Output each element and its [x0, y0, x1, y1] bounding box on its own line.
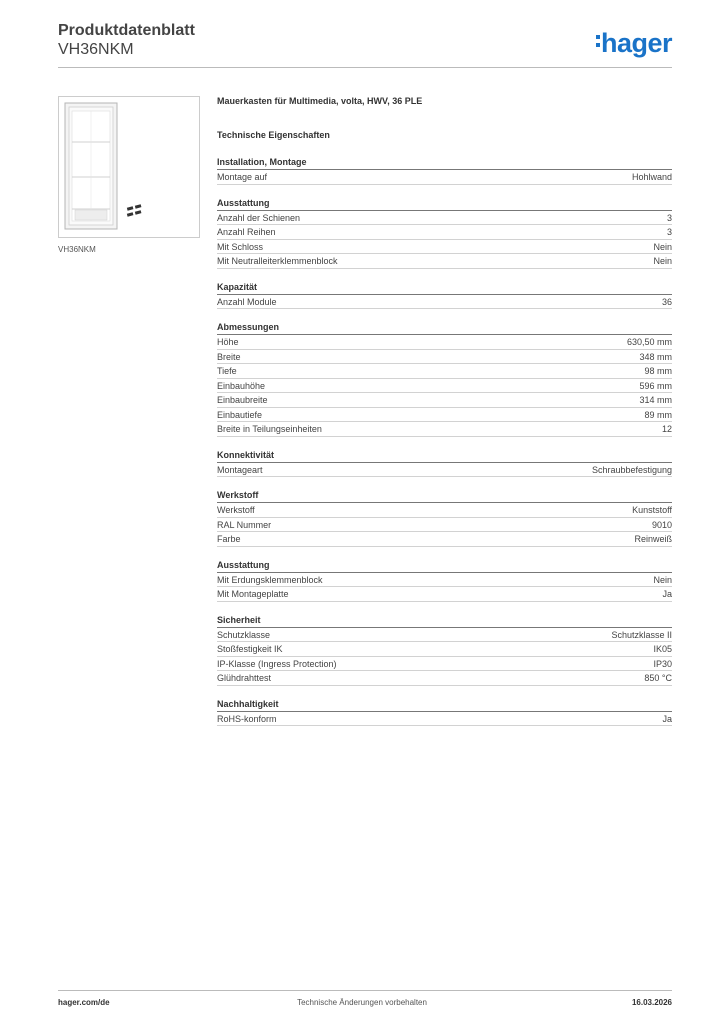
spec-label: Anzahl der Schienen — [217, 212, 301, 223]
product-image — [58, 96, 200, 238]
section-title: Ausstattung — [217, 559, 672, 573]
footer-disclaimer: Technische Änderungen vorbehalten — [297, 998, 427, 1007]
spec-value: Nein — [653, 574, 672, 585]
spec-section — [217, 698, 672, 727]
spec-row — [217, 573, 672, 588]
spec-value: 596 mm — [639, 380, 672, 391]
spec-row — [217, 628, 672, 643]
spec-label: Mit Erdungsklemmenblock — [217, 574, 323, 585]
spec-value: 36 — [661, 296, 672, 307]
spec-label: Anzahl Module — [217, 296, 277, 307]
spec-label: RoHS-konform — [217, 713, 277, 724]
spec-value: 98 mm — [644, 366, 672, 376]
spec-value: Nein — [653, 256, 672, 266]
spec-value: 12 — [661, 424, 672, 434]
spec-value: 3 — [666, 227, 672, 237]
footer-website: hager.com/de — [58, 998, 110, 1007]
spec-row — [217, 532, 672, 547]
spec-section — [217, 321, 672, 437]
spec-value: Reinweiß — [634, 534, 672, 544]
spec-value: 348 mm — [639, 351, 672, 362]
spec-section — [217, 449, 672, 478]
spec-row — [217, 335, 672, 350]
spec-row — [217, 350, 672, 365]
spec-label: Einbauhöhe — [217, 380, 266, 391]
product-description: Mauerkasten für Multimedia, volta, HWV, 36 PLE — [217, 96, 423, 106]
spec-sections — [217, 156, 672, 726]
spec-label: Montageart — [217, 464, 263, 475]
logo-dots-icon — [596, 35, 600, 51]
logo-text: hager — [600, 28, 672, 58]
spec-row — [217, 170, 672, 185]
spec-label: Breite — [217, 351, 241, 362]
spec-value: 630,50 mm — [626, 337, 672, 347]
section-title: Konnektivität — [217, 449, 672, 463]
spec-row — [217, 712, 672, 727]
spec-row — [217, 240, 672, 255]
section-title: Nachhaltigkeit — [217, 698, 672, 712]
footer-divider — [58, 990, 672, 991]
spec-label: Glühdrahttest — [217, 673, 272, 683]
spec-row — [217, 379, 672, 394]
spec-label: Mit Neutralleiterklemmenblock — [217, 256, 338, 266]
technical-properties-heading: Technische Eigenschaften — [217, 130, 330, 140]
spec-label: IP-Klasse (Ingress Protection) — [217, 658, 337, 669]
spec-row — [217, 671, 672, 686]
spec-label: Schutzklasse — [217, 629, 271, 640]
spec-label: Anzahl Reihen — [217, 227, 276, 237]
spec-row — [217, 503, 672, 518]
spec-row — [217, 408, 672, 423]
product-specifications — [217, 96, 672, 726]
product-code: VH36NKM — [58, 41, 134, 58]
spec-row — [217, 657, 672, 672]
spec-row — [217, 518, 672, 533]
spec-section — [217, 614, 672, 686]
hager-logo — [596, 28, 672, 59]
spec-label: Breite in Teilungseinheiten — [217, 424, 322, 434]
spec-value: Ja — [662, 713, 672, 724]
spec-section — [217, 156, 672, 185]
spec-row — [217, 642, 672, 657]
enclosure-illustration-icon — [59, 97, 199, 237]
spec-label: Einbaubreite — [217, 395, 268, 405]
spec-label: Mit Montageplatte — [217, 589, 289, 599]
section-title: Ausstattung — [217, 197, 672, 211]
spec-row — [217, 364, 672, 379]
section-title: Kapazität — [217, 281, 672, 295]
spec-value: Kunststoff — [632, 505, 672, 515]
spec-row — [217, 393, 672, 408]
spec-value: Nein — [653, 241, 672, 252]
spec-label: Werkstoff — [217, 505, 255, 515]
document-header — [58, 22, 195, 59]
spec-value: Ja — [662, 589, 672, 599]
spec-value: Schraubbefestigung — [591, 464, 672, 475]
spec-label: Höhe — [217, 337, 239, 347]
spec-label: Mit Schloss — [217, 241, 264, 252]
spec-value: Hohlwand — [631, 172, 672, 182]
spec-value: 850 °C — [644, 673, 672, 683]
spec-value: IK05 — [653, 644, 672, 654]
spec-section — [217, 559, 672, 602]
spec-row — [217, 587, 672, 602]
spec-value: 3 — [666, 212, 672, 223]
image-caption: VH36NKM — [58, 245, 96, 254]
spec-value: 9010 — [651, 519, 672, 530]
spec-section — [217, 489, 672, 547]
spec-value: 314 mm — [639, 395, 672, 405]
section-title: Installation, Montage — [217, 156, 672, 170]
spec-value: 89 mm — [644, 409, 672, 420]
spec-label: Montage auf — [217, 172, 268, 182]
footer-date: 16.03.2026 — [631, 998, 672, 1007]
spec-value: Schutzklasse II — [611, 629, 672, 640]
spec-label: Stoßfestigkeit IK — [217, 644, 283, 654]
section-title: Werkstoff — [217, 489, 672, 503]
spec-row — [217, 295, 672, 310]
section-title: Abmessungen — [217, 321, 672, 335]
spec-label: Einbautiefe — [217, 409, 263, 420]
spec-row — [217, 254, 672, 269]
header-divider — [58, 67, 672, 68]
spec-row — [217, 211, 672, 226]
document-title: Produktdatenblatt — [58, 22, 195, 39]
spec-row — [217, 225, 672, 240]
spec-label: RAL Nummer — [217, 519, 272, 530]
spec-value: IP30 — [653, 658, 672, 669]
spec-row — [217, 463, 672, 478]
spec-label: Tiefe — [217, 366, 237, 376]
spec-row — [217, 422, 672, 437]
spec-section — [217, 281, 672, 310]
spec-section — [217, 197, 672, 269]
spec-label: Farbe — [217, 534, 241, 544]
section-title: Sicherheit — [217, 614, 672, 628]
